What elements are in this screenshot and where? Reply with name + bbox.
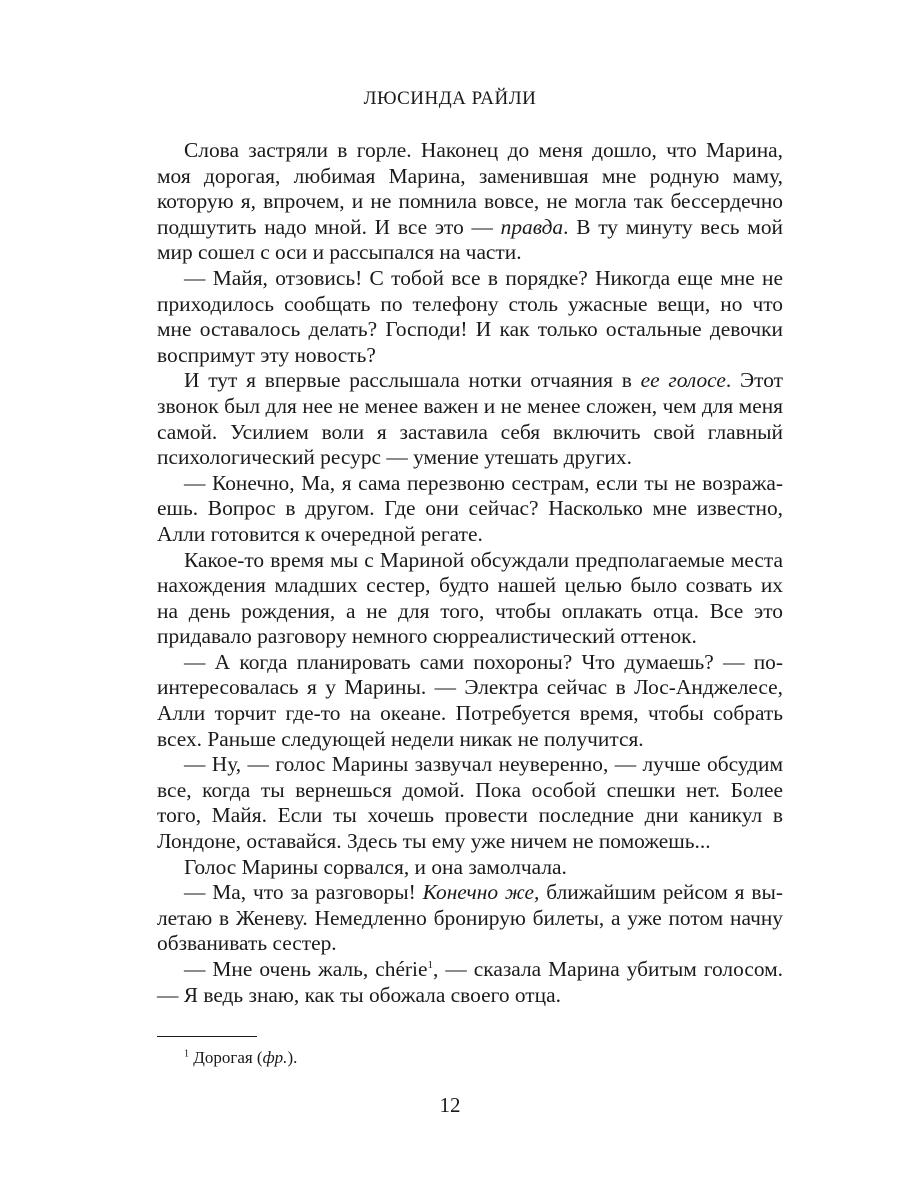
paragraph	[157, 138, 783, 266]
emphasis: ее голосе	[640, 368, 726, 393]
paragraph	[157, 880, 783, 957]
footnote-rule	[157, 1036, 257, 1037]
text-run: Слова застряли в горле. Наконец до меня дошло, что Марина, моя дорогая, любимая Марина, заменившая мне родную маму, которую я, впрочем, и не помнила вовсе, не могла так бессердечно подшутить надо мной. И все это —	[157, 138, 783, 239]
footnote-abbr: фр.	[262, 1048, 288, 1067]
text-run: , — сказала Марина убитым голосом. — Я ведь знаю, как ты обожала своего отца.	[157, 957, 783, 1007]
paragraph	[157, 368, 783, 470]
paragraph	[157, 752, 783, 854]
text-run: . Этот звонок был для нее не менее важен и не менее сложен, чем для меня самой. Усилием воли я заставила себя включить свой главный психологический ресурс — умение утешать других.	[157, 368, 783, 470]
paragraph	[157, 855, 783, 881]
page-number: 12	[439, 1093, 461, 1117]
paragraph	[157, 957, 783, 1008]
footnote-lead: Дорогая (	[189, 1048, 263, 1067]
running-head: ЛЮСИНДА РАЙЛИ	[363, 88, 537, 109]
footnote-marker: 1	[184, 1048, 189, 1060]
text-run: Голос Марины сорвался, и она замолчала.	[184, 854, 567, 879]
footnote	[184, 1047, 297, 1069]
text-run: ближайшим рейсом я вылетаю в Женеву. Немедленно бронирую билеты, а уже потом начну обзванивать сестер.	[157, 880, 784, 956]
paragraph	[157, 548, 783, 650]
paragraph	[157, 471, 783, 548]
emphasis: Конечно же,	[422, 880, 540, 905]
main-text	[157, 138, 783, 1008]
text-run: И тут я впервые расслышала нотки отчаяния в	[184, 368, 641, 393]
paragraph	[157, 650, 783, 752]
text-run: — Мне очень жаль, chérie	[184, 957, 428, 981]
text-run: Какое-то время мы с Мариной обсуждали предполагаемые места нахождения младших сестер, будто нашей целью было созвать их на день рождения, а не для того, чтобы оплакать отца. Все это придавало разговору немного сюрреалистический оттенок.	[157, 547, 783, 649]
emphasis: правда	[500, 214, 564, 239]
text-run: — Ну, — голос Марины зазвучал неуверенно, — лучше обсудим все, когда ты вернешься домой. Пока особой спешки нет. Более того, Майя. Если ты хочешь провести последние дни каникул в Лондоне, оставайся. Здесь ты ему уже ничем не поможешь...	[157, 752, 783, 854]
paragraph	[157, 266, 783, 368]
text-run: . В ту минуту весь мой мир сошел с оси и рассыпался на части.	[157, 214, 783, 265]
text-run: — Конечно, Ма, я сама перезвоню сестрам, если ты не возражаешь. Вопрос в другом. Где они сейчас? Насколько мне известно, Алли готовится к очередной регате.	[157, 470, 783, 546]
footnote-ref: 1	[427, 958, 433, 971]
text-run: — А когда планировать сами похороны? Что думаешь? — поинтересовалась я у Марины. — Электра сейчас в Лос-Анджелесе, Алли торчит где-то на океане. Потребуется время, чтобы собрать всех. Раньше следующей недели никак не получится.	[157, 649, 783, 751]
footnote-tail: ).	[287, 1048, 298, 1067]
text-run: — Ма, что за разговоры!	[184, 880, 423, 905]
text-run: — Майя, отзовись! С тобой все в порядке? Никогда еще мне не приходилось сообщать по телефону столь ужасные вещи, но что мне оставалось делать? Господи! И как только остальные девочки воспримут эту новость?	[157, 265, 783, 367]
